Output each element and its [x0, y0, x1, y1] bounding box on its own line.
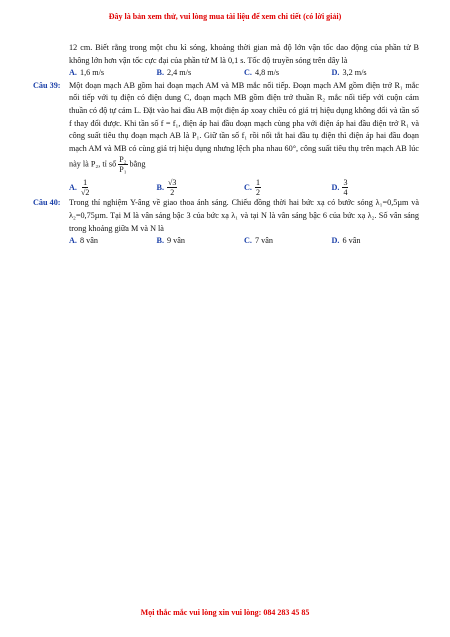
option-value: 6 vân [342, 236, 361, 246]
question-40 [33, 197, 419, 247]
option-label: B. [156, 182, 165, 192]
question-39-text [69, 80, 419, 175]
page-content [33, 42, 419, 248]
option-label: D. [331, 68, 340, 78]
option-d [332, 67, 420, 80]
option-d [332, 178, 420, 197]
question-38-options [69, 67, 419, 80]
option-a [69, 67, 157, 80]
fraction-denominator: 4 [343, 188, 348, 198]
ratio-numerator: P₂ [119, 155, 127, 165]
option-value: 9 vân [167, 236, 185, 246]
option-value: 1,6 m/s [79, 68, 105, 78]
option-c [244, 67, 332, 80]
option-value: 8 vân [79, 236, 98, 246]
option-a [69, 235, 157, 248]
question-39-options [69, 178, 419, 197]
option-d [332, 235, 420, 248]
option-c [244, 178, 332, 197]
option-label: A. [69, 236, 77, 246]
option-value: 2,4 m/s [167, 68, 192, 78]
fraction-numerator: 1 [255, 178, 260, 188]
fraction-denominator: 2 [170, 188, 175, 198]
option-label: B. [156, 68, 165, 78]
fraction-denominator: √2 [80, 188, 90, 198]
ratio-denominator: P₁ [119, 165, 127, 175]
option-label: D. [331, 182, 340, 192]
question-39 [33, 80, 419, 198]
fraction-numerator: 3 [343, 178, 348, 188]
question-40-options [69, 235, 419, 248]
fraction-numerator: 1 [83, 178, 88, 188]
option-label: C. [244, 68, 252, 78]
option-label: D. [331, 236, 340, 246]
fraction-numerator: √3 [168, 178, 177, 188]
option-fraction [255, 178, 261, 197]
question-label: Câu 40: [33, 198, 61, 208]
option-label: C. [244, 236, 252, 246]
option-value: 7 vân [254, 236, 273, 246]
option-a [69, 178, 157, 197]
question-39-body: Một đoạn mạch AB gồm hai đoạn mạch AM và MB mắc nối tiếp. Đoạn mạch AM gồm điện trở R₁ mắc nối tiếp với tụ điện có điện dung C, đoạn mạch MB gồm điện trở thuần R₂ mắc nối tiếp với cuộn cảm thuần có độ tự cảm L. Đặt vào hai đầu AB một điện áp xoay chiều có giá trị hiệu dụng không đổi và tần số f thay đổi được. Khi tần số f = f₁, điện áp hai đầu đoạn mạch cùng pha với điện áp hai đầu điện trở R₁ và công suất tiêu thụ đoạn mạch AB là P₁. Giữ tần số f₁ rồi nối tắt hai đầu tụ điện thì điện áp hai đầu đoạn mạch AM và MB có cùng giá trị hiệu dụng nhưng lệch pha nhau 60°, công suất tiêu thụ trên mạch AB lúc này là P₂, tỉ số [69, 80, 419, 169]
option-label: A. [69, 68, 77, 78]
option-value: 4,8 m/s [254, 68, 280, 78]
question-40-text: Trong thí nghiệm Y-âng về giao thoa ánh sáng. Chiếu đồng thời hai bức xạ có bước sóng λ₁=0,5µm và λ₂=0,75µm. Tại M là vân sáng bậc 3 của bức xạ λ₁ và tại N là vân sáng bậc 6 của bức xạ λ₂. Số vân sáng trong khoảng giữa M và N là [69, 198, 419, 233]
fraction-denominator: 2 [255, 188, 260, 198]
contact-footer: Mọi thắc mắc vui lòng xin vui lòng: 084 283 45 85 [140, 608, 310, 617]
option-fraction [167, 178, 177, 197]
option-c [244, 235, 332, 248]
ratio-suffix: bằng [129, 159, 146, 169]
option-b [157, 178, 245, 197]
question-38-continuation [33, 42, 419, 80]
question-label: Câu 39: [33, 80, 61, 90]
option-b [157, 67, 245, 80]
option-b [157, 235, 245, 248]
option-fraction [80, 178, 90, 197]
option-label: A. [69, 182, 77, 192]
option-label: B. [156, 236, 165, 246]
option-value: 3,2 m/s [342, 68, 367, 78]
ratio-fraction [118, 155, 127, 174]
question-38-text: 12 cm. Biết rằng trong một chu kì sóng, khoảng thời gian mà độ lớn vận tốc dao động của phần tử B không lớn hơn vận tốc cực đại của phần tử M là 0,1 s. Tốc độ truyền sóng trên dây là [69, 43, 419, 65]
option-label: C. [244, 182, 252, 192]
preview-banner: Đây là bản xem thử, vui lòng mua tài liệu để xem chi tiết (có lời giải) [108, 12, 342, 21]
option-fraction [342, 178, 348, 197]
